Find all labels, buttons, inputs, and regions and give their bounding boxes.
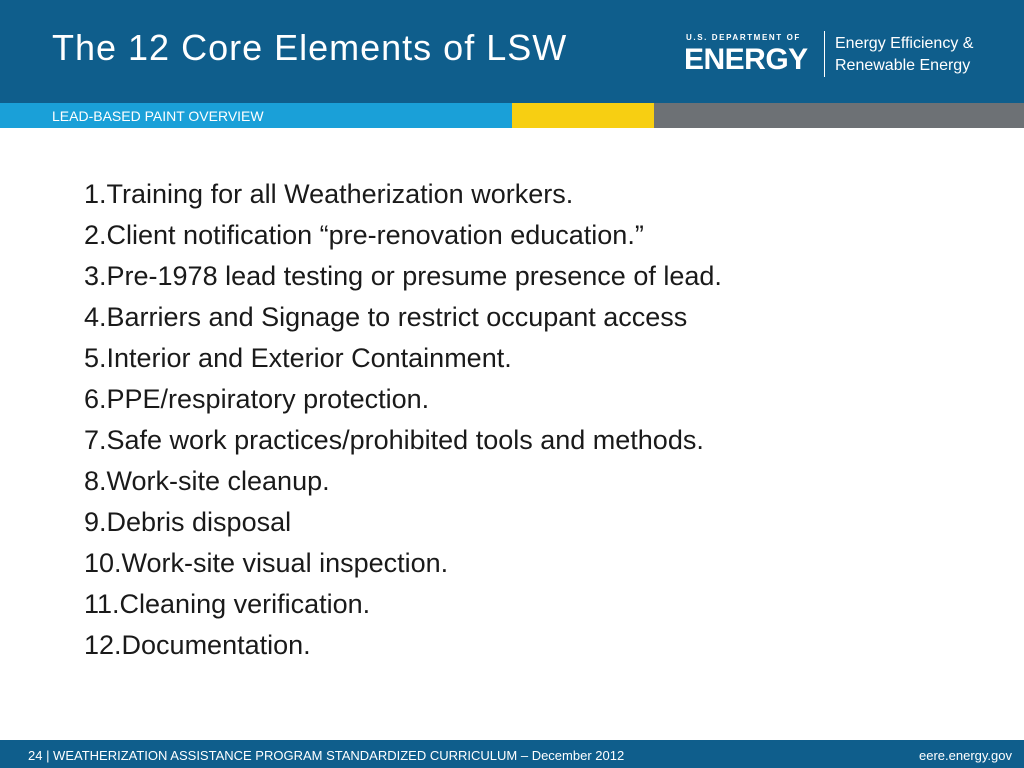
logo-energy-wordmark: ENERGY [684, 43, 808, 76]
logo-department-text: U.S. DEPARTMENT OF [686, 33, 801, 42]
list-item: 2.Client notification “pre-renovation education.” [84, 220, 644, 250]
list-item: 12.Documentation. [84, 630, 311, 660]
footer-text: 24 | WEATHERIZATION ASSISTANCE PROGRAM STANDARDIZED CURRICULUM – December 2012 [28, 748, 625, 763]
list-item: 10.Work-site visual inspection. [84, 548, 449, 578]
list-item: 3.Pre-1978 lead testing or presume presence of lead. [84, 261, 722, 291]
list-item: 1.Training for all Weatherization workers. [84, 179, 574, 209]
footer-url: eere.energy.gov [919, 748, 1012, 763]
core-elements-list [84, 174, 722, 666]
list-item: 11.Cleaning verification. [84, 589, 371, 619]
logo-divider [824, 31, 825, 77]
list-item: 8.Work-site cleanup. [84, 466, 330, 496]
logo-office-line-1: Energy Efficiency & [835, 35, 974, 52]
list-item: 5.Interior and Exterior Containment. [84, 343, 512, 373]
logo-office-name [835, 33, 1000, 77]
list-item: 9.Debris disposal [84, 507, 292, 537]
slide-header [0, 0, 1024, 103]
section-stripe-gray [654, 103, 1024, 128]
doe-eere-logo [684, 26, 999, 84]
logo-office-line-2: Renewable Energy [835, 57, 971, 74]
slide-title: The 12 Core Elements of LSW [52, 27, 568, 68]
list-item: 4.Barriers and Signage to restrict occupant access [84, 302, 688, 332]
section-stripe-yellow [512, 103, 654, 128]
list-item: 6.PPE/respiratory protection. [84, 384, 430, 414]
section-label: LEAD-BASED PAINT OVERVIEW [52, 108, 264, 124]
slide-footer [0, 740, 1024, 768]
list-item: 7.Safe work practices/prohibited tools and methods. [84, 425, 704, 455]
